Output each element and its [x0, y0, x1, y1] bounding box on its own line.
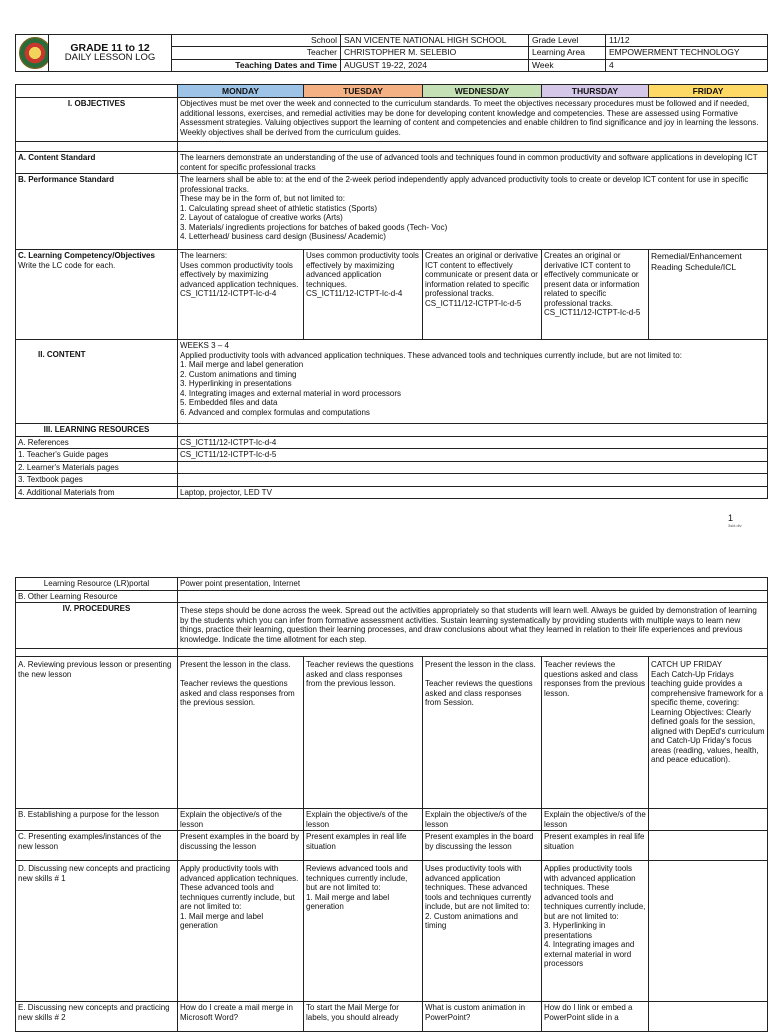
procedure-monday: Present the lesson in the class. Teacher reviews the questions asked and class responses from the previous session.	[178, 657, 304, 809]
school-value: SAN VICENTE NATIONAL HIGH SCHOOL	[341, 35, 529, 47]
procedure-tuesday: Explain the objective/s of the lesson	[304, 809, 423, 831]
competency-friday: Remedial/Enhancement Reading Schedule/ICL	[649, 250, 768, 340]
deped-seal	[16, 35, 49, 72]
procedure-monday: How do I create a mail merge in Microsoft Word?	[178, 1002, 304, 1032]
other-resource-value	[178, 590, 768, 603]
procedure-label: E. Discussing new concepts and practicing new skills # 2	[16, 1002, 178, 1032]
learning-area-value: EMPOWERMENT TECHNOLOGY	[606, 47, 768, 59]
other-resource-label: B. Other Learning Resource	[16, 590, 178, 603]
day-header-blank	[16, 85, 178, 98]
competency-label: C. Learning Competency/Objectives	[18, 251, 155, 260]
procedure-monday: Present examples in the board by discussing the lesson	[178, 831, 304, 861]
grade-label: GRADE 11 to 12	[70, 42, 150, 54]
teachers-guide-value: CS_ICT11/12-ICTPT-Ic-d-5	[178, 449, 768, 462]
spacer-row	[16, 142, 178, 152]
procedures-table	[15, 577, 768, 1032]
objectives-text: Objectives must be met over the week and connected to the curriculum standards. To meet the objectives necessary procedures must be followed and if needed, additional lessons, exercises, and remedial activities may be done for developing content knowledge and competencies. These are assessed using Formative Assessment strategies. Valuing objectives support the learning of content and competencies and enable children to find significance and joy in learning the lessons. Weekly objectives shall be derived from the curriculum guides.	[178, 98, 768, 142]
school-label: School	[172, 35, 341, 47]
procedure-friday	[649, 1002, 768, 1032]
objectives-label: I. OBJECTIVES	[16, 98, 178, 142]
learners-materials-value	[178, 461, 768, 474]
grade-level-value: 11/12	[606, 35, 768, 47]
procedures-label: IV. PROCEDURES	[16, 603, 178, 649]
lr-portal-label: Learning Resource (LR)portal	[16, 578, 178, 591]
teacher-label: Teacher	[172, 47, 341, 59]
resources-blank	[178, 424, 768, 437]
school-seal-icon	[19, 37, 49, 69]
procedure-row	[16, 861, 768, 1002]
procedure-tuesday: Present examples in real life situation	[304, 831, 423, 861]
procedure-friday: CATCH UP FRIDAY Each Catch-Up Fridays teaching guide provides a comprehensive framework for a specific theme, covering: Learning Objectives: Clearly defined goals for the session, aligned with DepEd's curriculum and Catch-Up Friday's focus areas (reading, values, health, and peace education).	[649, 657, 768, 809]
content-text: WEEKS 3 – 4 Applied productivity tools with advanced application techniques. These advanced tools and techniques currently include, but are not limited to: 1. Mail merge and label generation 2. Custom animations and timing 3. Hyperlinking in presentations 4. Integrating images and external material in word processors 5. Embedded files and data 6. Advanced and complex formulas and computations	[178, 340, 768, 424]
competency-sublabel: Write the LC code for each.	[18, 260, 116, 270]
log-title: DAILY LESSON LOG	[64, 52, 156, 63]
references-value: CS_ICT11/12-ICTPT-Ic-d-4	[178, 436, 768, 449]
performance-standard-label: B. Performance Standard	[16, 174, 178, 250]
procedure-friday	[649, 809, 768, 831]
spacer-row-2	[16, 649, 178, 657]
procedure-tuesday: Teacher reviews the questions asked and class responses from the previous lesson.	[304, 657, 423, 809]
procedure-thursday: Explain the objective/s of the lesson	[542, 809, 649, 831]
procedure-thursday: Present examples in real life situation	[542, 831, 649, 861]
day-friday: FRIDAY	[649, 85, 768, 98]
procedure-row	[16, 809, 768, 831]
additional-materials-label: 4. Additional Materials from	[16, 486, 178, 499]
procedure-label: A. Reviewing previous lesson or presenting the new lesson	[16, 657, 178, 809]
additional-materials-value: Laptop, projector, LED TV	[178, 486, 768, 499]
day-tuesday: TUESDAY	[304, 85, 423, 98]
procedure-label: D. Discussing new concepts and practicing new skills # 1	[16, 861, 178, 1002]
procedure-thursday: Applies productivity tools with advanced application techniques. These advanced tools and techniques currently include, but are not limited to: 3. Hyperlinking in presentations 4. Integrating images and external material in word processors	[542, 861, 649, 1002]
spacer-cell	[178, 142, 768, 152]
procedure-row	[16, 657, 768, 809]
performance-standard-text: The learners shall be able to: at the end of the 2-week period independently apply advanced productivity tools to create or develop ICT content for use in specific professional tracks. These may be in the form of, but not limited to: 1. Calculating spread sheet of athletic statistics (Sports) 2. Layout of catalogue of creative works (Arts) 3. Materials/ ingredients projections for batches of baked goods (Tech- Voc) 4. Letterhead/ business card design (Business/ Academic)	[178, 174, 768, 250]
grade-level-label: Grade Level	[529, 35, 606, 47]
learning-area-label: Learning Area	[529, 47, 606, 59]
competency-label-cell	[16, 250, 178, 340]
grade-title	[49, 35, 172, 72]
references-label: A. References	[16, 436, 178, 449]
week-label: Week	[529, 59, 606, 71]
textbook-label: 3. Textbook pages	[16, 474, 178, 487]
content-standard-text: The learners demonstrate an understanding of the use of advanced tools and techniques found in common productivity and software applications in developing ICT content for specific professional tracks	[178, 152, 768, 174]
competency-tuesday: Uses common productivity tools effectively by maximizing advanced application techniques. CS_ICT11/12-ICTPT-Ic-d-4	[304, 250, 423, 340]
procedure-wednesday: Explain the objective/s of the lesson	[423, 809, 542, 831]
teacher-value: CHRISTOPHER M. SELEBIO	[341, 47, 529, 59]
procedure-thursday: Teacher reviews the questions asked and class responses from the previous lesson.	[542, 657, 649, 809]
dates-value: AUGUST 19-22, 2024	[341, 59, 529, 71]
day-wednesday: WEDNESDAY	[423, 85, 542, 98]
competency-monday: The learners: Uses common productivity tools effectively by maximizing advanced application techniques. CS_ICT11/12-ICTPT-Ic-d-4	[178, 250, 304, 340]
day-monday: MONDAY	[178, 85, 304, 98]
procedure-label: B. Establishing a purpose for the lesson	[16, 809, 178, 831]
learners-materials-label: 2. Learner's Materials pages	[16, 461, 178, 474]
lesson-log-table	[15, 84, 768, 499]
content-label: II. CONTENT	[16, 340, 178, 424]
procedure-wednesday: Present examples in the board by discussing the lesson	[423, 831, 542, 861]
procedure-row	[16, 1002, 768, 1032]
content-standard-label: A. Content Standard	[16, 152, 178, 174]
procedure-tuesday: To start the Mail Merge for labels, you should already	[304, 1002, 423, 1032]
competency-wednesday: Creates an original or derivative ICT content to effectively communicate or present data or information related to specific professional tracks. CS_ICT11/12-ICTPT-Ic-d-5	[423, 250, 542, 340]
textbook-value	[178, 474, 768, 487]
procedure-tuesday: Reviews advanced tools and techniques currently include, but are not limited to: 1. Mail merge and label generation	[304, 861, 423, 1002]
procedure-row	[16, 831, 768, 861]
procedure-label: C. Presenting examples/instances of the new lesson	[16, 831, 178, 861]
dates-label: Teaching Dates and Time	[172, 59, 341, 71]
procedure-thursday: How do I link or embed a PowerPoint slide in a	[542, 1002, 649, 1032]
procedures-text: These steps should be done across the week. Spread out the activities appropriately so that students will learn well. Always be guided by demonstration of learning by the students which you can infer from formative assessment activities. Sustain learning systematically by providing students with multiple ways to learn new things, practice their learning, question their learning processes, and draw conclusions about what they learned in relation to their life experiences and previous knowledge. Indicate the time allotment for each step.	[178, 603, 768, 649]
procedure-monday: Explain the objective/s of the lesson	[178, 809, 304, 831]
competency-thursday: Creates an original or derivative ICT content to effectively communicate or present data or information related to specific professional tracks. CS_ICT11/12-ICTPT-Ic-d-5	[542, 250, 649, 340]
procedure-wednesday: Present the lesson in the class. Teacher reviews the questions asked and class responses from Session.	[423, 657, 542, 809]
procedure-wednesday: Uses productivity tools with advanced application techniques. These advanced tools and techniques currently include, but are not limited to: 2. Custom animations and timing	[423, 861, 542, 1002]
procedure-wednesday: What is custom animation in PowerPoint?	[423, 1002, 542, 1032]
lr-portal-value: Power point presentation, Internet	[178, 578, 768, 591]
procedure-monday: Apply productivity tools with advanced application techniques. These advanced tools and techniques currently include, but are not limited to: 1. Mail merge and label generation	[178, 861, 304, 1002]
page-number: 1	[728, 513, 734, 523]
resources-label: III. LEARNING RESOURCES	[16, 424, 178, 437]
teachers-guide-label: 1. Teacher's Guide pages	[16, 449, 178, 462]
spacer-cell-2	[178, 649, 768, 657]
header-table	[15, 34, 768, 72]
page-footer-mark: 3sld.dlv	[728, 523, 742, 528]
procedure-friday	[649, 861, 768, 1002]
week-value: 4	[606, 59, 768, 71]
procedure-friday	[649, 831, 768, 861]
day-thursday: THURSDAY	[542, 85, 649, 98]
